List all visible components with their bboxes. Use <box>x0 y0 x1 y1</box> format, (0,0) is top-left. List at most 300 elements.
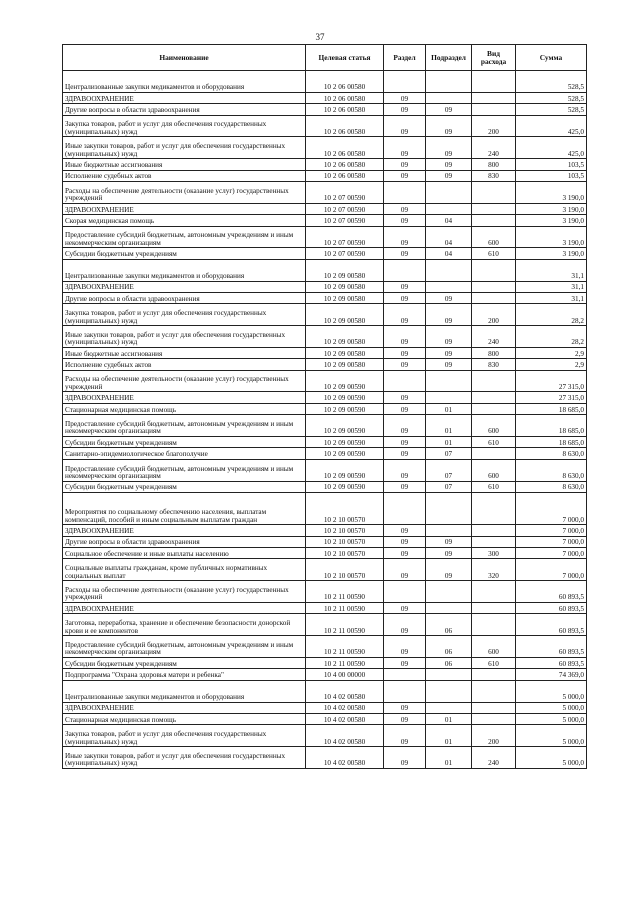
table-row <box>63 304 587 326</box>
cell-sum: 7 000,0 <box>516 525 587 536</box>
cell-subsection: 09 <box>426 359 472 370</box>
cell-name: Централизованные закупки медикаментов и оборудования <box>63 71 306 93</box>
table-row <box>63 71 587 93</box>
table-row <box>63 226 587 248</box>
cell-expense-type <box>472 181 516 203</box>
cell-name: Централизованные закупки медикаментов и оборудования <box>63 259 306 281</box>
cell-sum: 60 893,5 <box>516 657 587 668</box>
cell-subsection <box>426 493 472 525</box>
cell-target: 10 2 09 00590 <box>306 403 384 414</box>
cell-target: 10 4 02 00580 <box>306 702 384 713</box>
cell-subsection <box>426 203 472 214</box>
cell-target: 10 2 10 00570 <box>306 493 384 525</box>
cell-section: 09 <box>384 525 426 536</box>
cell-sum: 18 685,0 <box>516 415 587 437</box>
cell-expense-type <box>472 71 516 93</box>
cell-name: Стационарная медицинская помощь <box>63 713 306 724</box>
cell-sum: 28,2 <box>516 304 587 326</box>
cell-section: 09 <box>384 536 426 547</box>
table-row <box>63 104 587 115</box>
cell-expense-type <box>472 581 516 603</box>
cell-subsection: 01 <box>426 415 472 437</box>
table-row <box>63 636 587 658</box>
cell-section <box>384 581 426 603</box>
table-row <box>63 680 587 702</box>
cell-target: 10 2 09 00580 <box>306 292 384 303</box>
cell-subsection: 01 <box>426 747 472 769</box>
table-row <box>63 559 587 581</box>
cell-name: Заготовка, переработка, хранение и обеспечение безопасности донорской крови и ее компонентов <box>63 614 306 636</box>
cell-name: ЗДРАВООХРАНЕНИЕ <box>63 702 306 713</box>
cell-section: 09 <box>384 159 426 170</box>
cell-section: 09 <box>384 203 426 214</box>
cell-sum: 8 630,0 <box>516 459 587 481</box>
table-row <box>63 370 587 392</box>
cell-sum: 425,0 <box>516 137 587 159</box>
table-row <box>63 525 587 536</box>
cell-target: 10 2 11 00590 <box>306 657 384 668</box>
cell-subsection: 09 <box>426 326 472 348</box>
cell-section <box>384 71 426 93</box>
table-row <box>63 181 587 203</box>
cell-sum: 31,1 <box>516 281 587 292</box>
cell-expense-type <box>472 403 516 414</box>
cell-name: Субсидии бюджетным учреждениям <box>63 481 306 492</box>
cell-target: 10 2 09 00580 <box>306 359 384 370</box>
cell-subsection: 09 <box>426 170 472 181</box>
table-row <box>63 581 587 603</box>
cell-subsection: 01 <box>426 437 472 448</box>
cell-name: Санитарно-эпидемиологическое благополучие <box>63 448 306 459</box>
cell-name: Другие вопросы в области здравоохранения <box>63 292 306 303</box>
cell-section <box>384 370 426 392</box>
table-row <box>63 292 587 303</box>
cell-name: Предоставление субсидий бюджетным, автономным учреждениям и иным некоммерческим организациям <box>63 226 306 248</box>
cell-expense-type: 830 <box>472 359 516 370</box>
cell-target: 10 2 09 00590 <box>306 481 384 492</box>
cell-name: Иные закупки товаров, работ и услуг для обеспечения государственных (муниципальных) нужд <box>63 137 306 159</box>
table-row <box>63 203 587 214</box>
cell-sum: 28,2 <box>516 326 587 348</box>
cell-subsection: 09 <box>426 115 472 137</box>
cell-sum: 60 893,5 <box>516 614 587 636</box>
cell-name: Иные бюджетные ассигнования <box>63 159 306 170</box>
cell-sum: 7 000,0 <box>516 493 587 525</box>
cell-expense-type <box>472 370 516 392</box>
cell-target: 10 2 11 00590 <box>306 602 384 613</box>
table-row <box>63 137 587 159</box>
cell-expense-type <box>472 259 516 281</box>
cell-sum: 31,1 <box>516 292 587 303</box>
cell-expense-type: 300 <box>472 547 516 558</box>
cell-target: 10 2 09 00580 <box>306 259 384 281</box>
table-row <box>63 215 587 226</box>
cell-expense-type <box>472 104 516 115</box>
table-row <box>63 392 587 403</box>
cell-sum: 5 000,0 <box>516 702 587 713</box>
cell-target: 10 4 02 00580 <box>306 680 384 702</box>
cell-name: Социальное обеспечение и иные выплаты населению <box>63 547 306 558</box>
table-row <box>63 481 587 492</box>
cell-subsection <box>426 92 472 103</box>
cell-section: 09 <box>384 636 426 658</box>
cell-target: 10 2 07 00590 <box>306 248 384 259</box>
cell-expense-type: 240 <box>472 747 516 769</box>
cell-sum: 5 000,0 <box>516 713 587 724</box>
cell-expense-type <box>472 92 516 103</box>
cell-expense-type: 600 <box>472 459 516 481</box>
cell-expense-type <box>472 669 516 680</box>
cell-subsection: 01 <box>426 403 472 414</box>
cell-name: ЗДРАВООХРАНЕНИЕ <box>63 92 306 103</box>
cell-expense-type <box>472 602 516 613</box>
cell-name: ЗДРАВООХРАНЕНИЕ <box>63 525 306 536</box>
cell-target: 10 2 09 00590 <box>306 448 384 459</box>
cell-expense-type: 240 <box>472 326 516 348</box>
cell-target: 10 2 06 00580 <box>306 71 384 93</box>
cell-section: 09 <box>384 481 426 492</box>
cell-subsection: 06 <box>426 657 472 668</box>
cell-sum: 60 893,5 <box>516 636 587 658</box>
cell-target: 10 2 06 00580 <box>306 115 384 137</box>
header-target: Целевая статья <box>306 45 384 71</box>
table-row <box>63 92 587 103</box>
cell-expense-type <box>472 281 516 292</box>
cell-section: 09 <box>384 602 426 613</box>
table-row <box>63 170 587 181</box>
cell-target: 10 2 09 00580 <box>306 347 384 358</box>
cell-expense-type <box>472 392 516 403</box>
cell-sum: 2,9 <box>516 347 587 358</box>
page-number: 37 <box>315 32 325 42</box>
cell-expense-type <box>472 680 516 702</box>
cell-subsection: 09 <box>426 547 472 558</box>
cell-section: 09 <box>384 248 426 259</box>
cell-subsection: 06 <box>426 614 472 636</box>
cell-section <box>384 669 426 680</box>
cell-name: Стационарная медицинская помощь <box>63 403 306 414</box>
cell-section: 09 <box>384 747 426 769</box>
table-row <box>63 248 587 259</box>
table-row <box>63 459 587 481</box>
cell-subsection: 09 <box>426 159 472 170</box>
cell-name: Социальные выплаты гражданам, кроме публичных нормативных социальных выплат <box>63 559 306 581</box>
cell-name: Иные закупки товаров, работ и услуг для обеспечения государственных (муниципальных) нужд <box>63 747 306 769</box>
cell-subsection <box>426 680 472 702</box>
cell-target: 10 2 10 00570 <box>306 559 384 581</box>
cell-section: 09 <box>384 713 426 724</box>
cell-subsection: 07 <box>426 481 472 492</box>
cell-target: 10 2 06 00580 <box>306 159 384 170</box>
cell-sum: 7 000,0 <box>516 547 587 558</box>
cell-target: 10 2 09 00590 <box>306 437 384 448</box>
cell-sum: 5 000,0 <box>516 725 587 747</box>
cell-subsection: 04 <box>426 248 472 259</box>
cell-name: Закупка товаров, работ и услуг для обеспечения государственных (муниципальных) нужд <box>63 304 306 326</box>
cell-name: Субсидии бюджетным учреждениям <box>63 657 306 668</box>
cell-sum: 103,5 <box>516 170 587 181</box>
cell-subsection: 09 <box>426 292 472 303</box>
cell-expense-type: 200 <box>472 725 516 747</box>
cell-section: 09 <box>384 359 426 370</box>
cell-section: 09 <box>384 92 426 103</box>
cell-name: Закупка товаров, работ и услуг для обеспечения государственных (муниципальных) нужд <box>63 725 306 747</box>
cell-expense-type <box>472 493 516 525</box>
cell-expense-type: 610 <box>472 481 516 492</box>
cell-sum: 425,0 <box>516 115 587 137</box>
cell-target: 10 2 06 00580 <box>306 170 384 181</box>
cell-expense-type: 600 <box>472 226 516 248</box>
cell-section: 09 <box>384 292 426 303</box>
cell-target: 10 2 09 00590 <box>306 392 384 403</box>
cell-target: 10 4 02 00580 <box>306 713 384 724</box>
cell-name: ЗДРАВООХРАНЕНИЕ <box>63 281 306 292</box>
cell-sum: 60 893,5 <box>516 602 587 613</box>
cell-expense-type: 610 <box>472 657 516 668</box>
table-row <box>63 614 587 636</box>
cell-section: 09 <box>384 448 426 459</box>
cell-sum: 3 190,0 <box>516 226 587 248</box>
cell-expense-type <box>472 614 516 636</box>
table-row <box>63 602 587 613</box>
cell-subsection: 06 <box>426 636 472 658</box>
header-section: Раздел <box>384 45 426 71</box>
cell-target: 10 2 10 00570 <box>306 525 384 536</box>
table-row <box>63 669 587 680</box>
cell-expense-type: 240 <box>472 137 516 159</box>
cell-target: 10 2 09 00590 <box>306 370 384 392</box>
cell-name: Исполнение судебных актов <box>63 359 306 370</box>
cell-sum: 31,1 <box>516 259 587 281</box>
cell-expense-type <box>472 702 516 713</box>
cell-section: 09 <box>384 304 426 326</box>
cell-expense-type <box>472 292 516 303</box>
cell-target: 10 2 09 00590 <box>306 459 384 481</box>
cell-sum: 2,9 <box>516 359 587 370</box>
cell-expense-type <box>472 536 516 547</box>
table-body <box>63 71 587 769</box>
cell-target: 10 2 10 00570 <box>306 536 384 547</box>
cell-name: Централизованные закупки медикаментов и оборудования <box>63 680 306 702</box>
table-row <box>63 259 587 281</box>
header-name: Наименование <box>63 45 306 71</box>
table-row <box>63 725 587 747</box>
cell-name: Исполнение судебных актов <box>63 170 306 181</box>
cell-target: 10 2 11 00590 <box>306 614 384 636</box>
cell-name: Расходы на обеспечение деятельности (оказание услуг) государственных учреждений <box>63 181 306 203</box>
cell-sum: 3 190,0 <box>516 215 587 226</box>
cell-name: Предоставление субсидий бюджетным, автономным учреждениям и иным некоммерческим организациям <box>63 636 306 658</box>
cell-target: 10 4 00 00000 <box>306 669 384 680</box>
table-row <box>63 403 587 414</box>
cell-target: 10 2 07 00590 <box>306 181 384 203</box>
cell-subsection <box>426 281 472 292</box>
cell-section <box>384 181 426 203</box>
cell-target: 10 2 09 00580 <box>306 281 384 292</box>
cell-section: 09 <box>384 226 426 248</box>
table-header-row <box>63 45 587 71</box>
cell-expense-type: 610 <box>472 437 516 448</box>
cell-name: Иные бюджетные ассигнования <box>63 347 306 358</box>
cell-subsection: 07 <box>426 459 472 481</box>
cell-sum: 7 000,0 <box>516 536 587 547</box>
cell-section: 09 <box>384 547 426 558</box>
cell-section: 09 <box>384 403 426 414</box>
cell-name: Предоставление субсидий бюджетным, автономным учреждениям и иным некоммерческим организациям <box>63 415 306 437</box>
cell-expense-type: 600 <box>472 415 516 437</box>
cell-target: 10 4 02 00580 <box>306 725 384 747</box>
table-row <box>63 493 587 525</box>
cell-name: ЗДРАВООХРАНЕНИЕ <box>63 392 306 403</box>
cell-subsection <box>426 602 472 613</box>
cell-subsection <box>426 669 472 680</box>
cell-section <box>384 680 426 702</box>
cell-target: 10 2 07 00590 <box>306 203 384 214</box>
cell-name: Расходы на обеспечение деятельности (оказание услуг) государственных учреждений <box>63 370 306 392</box>
cell-expense-type <box>472 448 516 459</box>
cell-expense-type: 200 <box>472 115 516 137</box>
cell-expense-type <box>472 713 516 724</box>
table-row <box>63 326 587 348</box>
cell-subsection: 04 <box>426 215 472 226</box>
cell-sum: 528,5 <box>516 92 587 103</box>
cell-subsection: 04 <box>426 226 472 248</box>
cell-section: 09 <box>384 115 426 137</box>
budget-table <box>62 44 587 769</box>
cell-subsection <box>426 392 472 403</box>
cell-expense-type: 200 <box>472 304 516 326</box>
cell-section: 09 <box>384 215 426 226</box>
cell-subsection <box>426 181 472 203</box>
cell-subsection <box>426 581 472 603</box>
cell-section: 09 <box>384 702 426 713</box>
table-row <box>63 359 587 370</box>
cell-target: 10 2 07 00590 <box>306 226 384 248</box>
cell-name: Предоставление субсидий бюджетным, автономным учреждениям и иным некоммерческим организациям <box>63 459 306 481</box>
table-row <box>63 281 587 292</box>
cell-section: 09 <box>384 725 426 747</box>
cell-sum: 74 369,0 <box>516 669 587 680</box>
cell-expense-type: 800 <box>472 347 516 358</box>
cell-subsection <box>426 702 472 713</box>
header-subsection: Подраздел <box>426 45 472 71</box>
cell-sum: 18 685,0 <box>516 403 587 414</box>
table-row <box>63 115 587 137</box>
cell-sum: 3 190,0 <box>516 181 587 203</box>
cell-subsection <box>426 370 472 392</box>
table-row <box>63 536 587 547</box>
cell-target: 10 2 11 00590 <box>306 636 384 658</box>
cell-name: Мероприятия по социальному обеспечению населения, выплатам компенсаций, пособий и иным социальным выплатам граждан <box>63 493 306 525</box>
cell-subsection: 07 <box>426 448 472 459</box>
cell-sum: 5 000,0 <box>516 680 587 702</box>
header-sum: Сумма <box>516 45 587 71</box>
cell-section: 09 <box>384 170 426 181</box>
cell-target: 10 2 09 00590 <box>306 415 384 437</box>
cell-sum: 103,5 <box>516 159 587 170</box>
cell-section: 09 <box>384 326 426 348</box>
cell-name: Закупка товаров, работ и услуг для обеспечения государственных (муниципальных) нужд <box>63 115 306 137</box>
cell-subsection <box>426 71 472 93</box>
cell-sum: 60 893,5 <box>516 581 587 603</box>
cell-subsection: 09 <box>426 559 472 581</box>
cell-sum: 528,5 <box>516 104 587 115</box>
table-row <box>63 547 587 558</box>
cell-section: 09 <box>384 415 426 437</box>
cell-section: 09 <box>384 137 426 159</box>
table-row <box>63 448 587 459</box>
cell-name: Расходы на обеспечение деятельности (оказание услуг) государственных учреждений <box>63 581 306 603</box>
cell-name: ЗДРАВООХРАНЕНИЕ <box>63 203 306 214</box>
cell-target: 10 2 11 00590 <box>306 581 384 603</box>
cell-sum: 5 000,0 <box>516 747 587 769</box>
cell-expense-type <box>472 215 516 226</box>
table-row <box>63 747 587 769</box>
cell-target: 10 2 06 00580 <box>306 137 384 159</box>
cell-sum: 7 000,0 <box>516 559 587 581</box>
cell-sum: 27 315,0 <box>516 392 587 403</box>
cell-expense-type: 320 <box>472 559 516 581</box>
cell-subsection: 09 <box>426 347 472 358</box>
cell-section: 09 <box>384 281 426 292</box>
cell-sum: 3 190,0 <box>516 248 587 259</box>
cell-subsection: 01 <box>426 713 472 724</box>
cell-expense-type <box>472 525 516 536</box>
cell-section: 09 <box>384 559 426 581</box>
cell-subsection: 09 <box>426 104 472 115</box>
cell-section <box>384 493 426 525</box>
cell-target: 10 2 06 00580 <box>306 92 384 103</box>
cell-subsection: 09 <box>426 304 472 326</box>
cell-section: 09 <box>384 657 426 668</box>
table-row <box>63 713 587 724</box>
cell-sum: 3 190,0 <box>516 203 587 214</box>
cell-section: 09 <box>384 104 426 115</box>
table-row <box>63 159 587 170</box>
cell-target: 10 2 07 00590 <box>306 215 384 226</box>
cell-sum: 27 315,0 <box>516 370 587 392</box>
cell-name: Иные закупки товаров, работ и услуг для обеспечения государственных (муниципальных) нужд <box>63 326 306 348</box>
cell-target: 10 2 06 00580 <box>306 104 384 115</box>
cell-sum: 528,5 <box>516 71 587 93</box>
cell-expense-type <box>472 203 516 214</box>
cell-target: 10 4 02 00580 <box>306 747 384 769</box>
table-row <box>63 437 587 448</box>
cell-sum: 8 630,0 <box>516 448 587 459</box>
header-expense-type: Вид расхода <box>472 45 516 71</box>
cell-name: Субсидии бюджетным учреждениям <box>63 248 306 259</box>
table-row <box>63 702 587 713</box>
cell-target: 10 2 09 00580 <box>306 326 384 348</box>
cell-subsection: 01 <box>426 725 472 747</box>
cell-sum: 18 685,0 <box>516 437 587 448</box>
cell-expense-type: 800 <box>472 159 516 170</box>
cell-name: ЗДРАВООХРАНЕНИЕ <box>63 602 306 613</box>
table-row <box>63 415 587 437</box>
cell-name: Субсидии бюджетным учреждениям <box>63 437 306 448</box>
cell-name: Скорая медицинская помощь <box>63 215 306 226</box>
cell-subsection: 09 <box>426 536 472 547</box>
cell-subsection: 09 <box>426 137 472 159</box>
cell-section: 09 <box>384 459 426 481</box>
cell-sum: 8 630,0 <box>516 481 587 492</box>
cell-name: Подпрограмма "Охрана здоровья матери и ребенка" <box>63 669 306 680</box>
cell-section: 09 <box>384 347 426 358</box>
cell-expense-type: 830 <box>472 170 516 181</box>
cell-expense-type: 610 <box>472 248 516 259</box>
cell-section: 09 <box>384 437 426 448</box>
cell-name: Другие вопросы в области здравоохранения <box>63 104 306 115</box>
